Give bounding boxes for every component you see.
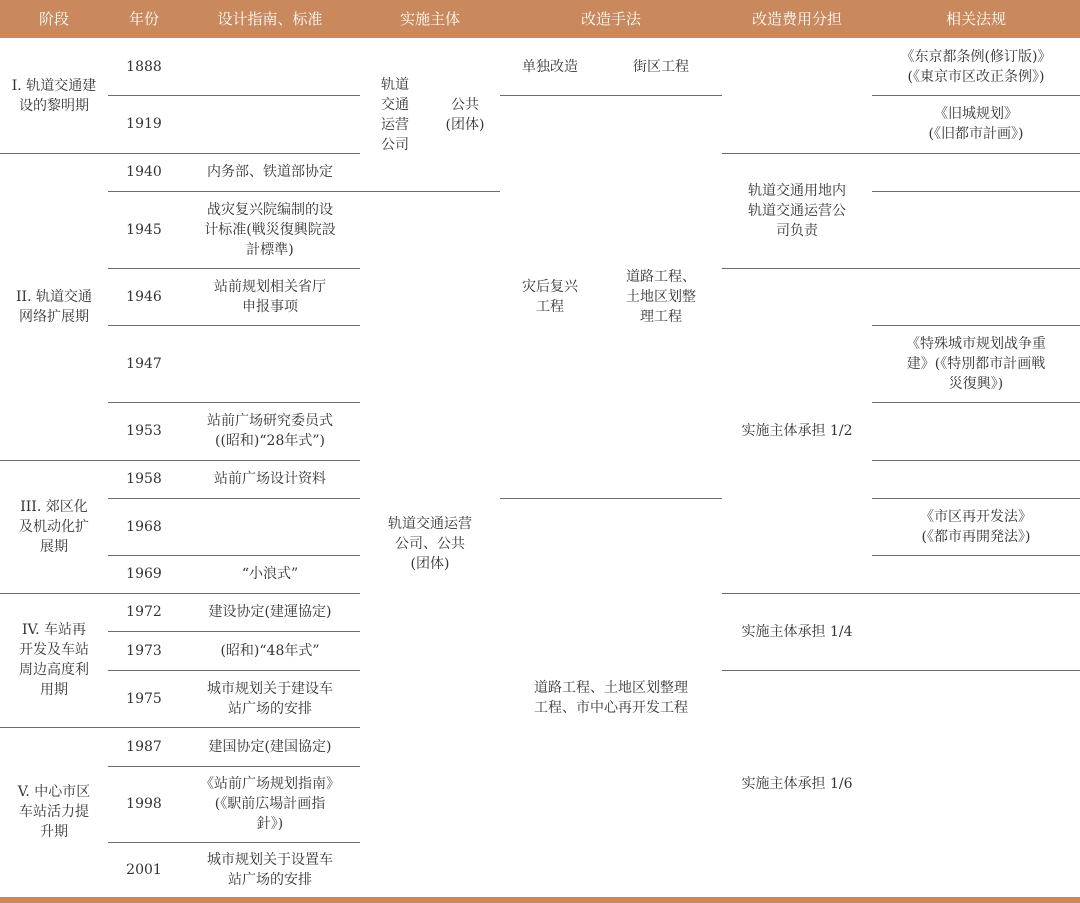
body-2-line: 公司、公共 [395,536,465,552]
year-1968: 1968 [126,518,162,535]
year-1945: 1945 [126,221,162,238]
year-1919: 1919 [126,116,162,132]
header-method: 改造手法 [580,10,641,28]
guide-1946-line: 站前规划相关省厅 [214,278,326,295]
year-1969: 1969 [126,566,162,582]
law-3-line: 《特殊城市规划战争重 [906,335,1046,352]
year-1987: 1987 [126,738,162,755]
row-divider [872,402,1080,403]
stage-1 [0,38,108,153]
year-2001: 2001 [126,861,162,878]
row-divider [872,268,1080,269]
row-divider [872,555,1080,556]
guide-1945 [180,191,360,268]
stage-2 [0,153,108,460]
guide-1998-line: 針》) [256,816,284,832]
method-2-road-line: 道路工程、 [626,268,696,285]
law-2-line: 《旧城规划》 [934,106,1018,122]
method-3 [500,498,722,897]
law-2 [872,95,1080,153]
guide-1953 [180,402,360,460]
header-cost: 改造费用分担 [751,10,842,28]
guide-1945-line: 战灾复兴院编制的设 [207,201,333,218]
row-divider [872,460,1080,461]
year-1958: 1958 [126,471,162,487]
guide-1998 [180,766,360,842]
cost-4: 实施主体承担 1/6 [741,775,853,792]
row-divider [872,593,1080,594]
body-1-operator-line: 轨道 [381,76,409,93]
method-2-reconstruction [500,95,600,498]
guide-2001 [180,842,360,897]
guide-1987 [180,727,360,766]
law-3-line: 災復興》) [948,375,1004,392]
guide-1972 [180,593,360,631]
header-guide: 设计指南、标准 [217,10,323,28]
table-header [0,0,1080,38]
guide-1945-line: 計標準) [246,241,294,258]
year-1973: 1973 [126,642,162,659]
guide-1940 [180,153,360,191]
header-body: 实施主体 [399,10,460,28]
year-1888: 1888 [126,58,162,75]
table-bottom-bar [0,897,1080,903]
guide-1975-line: 站广场的安排 [228,700,312,717]
cost-2: 实施主体承担 1/2 [741,422,853,439]
method-2-road-line: 土地区划整 [626,288,696,305]
guide-1953-line: ((昭和)“28年式”) [215,433,325,449]
law-3 [872,325,1080,402]
body-1-public [430,38,500,191]
stage-2-line: II. 轨道交通 [16,288,92,305]
stage-4-line: 周边高度利 [19,662,89,678]
method-1-block: 街区工程 [633,58,689,75]
stage-3-line: III. 郊区化 [20,498,88,515]
law-3-line: 建》(《特別都市計画戦 [906,355,1046,372]
law-4-line: 《市区再开发法》 [920,508,1032,525]
stage-4-line: IV. 车站再 [21,622,87,638]
guide-1969 [180,555,360,593]
method-3-line: 工程、市中心再开发工程 [534,699,688,716]
stage-3 [0,460,108,593]
stage-5 [0,727,108,897]
year-1947: 1947 [126,355,162,372]
body-1-operator [370,38,420,191]
guide-1946 [180,268,360,325]
stage-2-line: 网络扩展期 [19,308,89,325]
guide-1946-line: 申报事项 [242,298,298,315]
stage-5-line: 车站活力提 [18,804,89,820]
body-1-operator-line: 运营 [381,116,409,133]
year-1998: 1998 [126,796,162,812]
guide-1940-line: 内务部、铁道部协定 [207,164,333,180]
row-divider [872,670,1080,671]
cost-1-line: 轨道交通运营公 [748,202,846,219]
header-law: 相关法规 [945,10,1006,28]
header-year: 年份 [128,10,159,28]
body-1-operator-line: 公司 [381,136,409,153]
body-1-operator-line: 交通 [381,96,409,113]
cost-1 [722,153,872,268]
cost-3: 实施主体承担 1/4 [741,623,853,640]
row-divider [872,153,1080,154]
guide-1973-line: (昭和)“48年式” [220,642,320,659]
guide-1987-line: 建国协定(建国協定) [208,738,332,755]
law-2-line: (《旧都市計画》) [928,126,1024,142]
year-1975: 1975 [126,690,162,707]
method-2-road-line: 理工程 [640,308,682,325]
cost-1-line: 轨道交通用地内 [748,182,846,199]
method-1-independent: 单独改造 [522,58,578,75]
cost-1-line: 司负责 [776,222,818,239]
guide-2001-line: 站广场的安排 [228,871,312,888]
law-4 [872,498,1080,555]
law-1 [872,38,1080,95]
stage-5-line: 升期 [39,824,68,840]
guide-1998-line: (《駅前広場計画指 [214,796,326,812]
body-2-line: 轨道交通运营 [388,516,472,532]
guide-1998-line: 《站前广场规划指南》 [200,776,340,792]
method-2-reconstruction-line: 灾后复兴 [522,278,578,295]
law-4-line: (《都市再開発法》) [921,528,1031,545]
body-2-line: (团体) [410,556,450,572]
guide-1945-line: 计标准(戦災復興院設 [204,221,336,238]
guide-1973 [180,631,360,670]
method-2-reconstruction-line: 工程 [536,298,564,315]
guide-2001-line: 城市规划关于设置车 [207,851,333,868]
guide-1975-line: 城市规划关于建设车 [207,680,333,697]
guide-1972-line: 建设协定(建運協定) [208,604,332,620]
guide-1975 [180,670,360,727]
law-1-line: 《东京都条例(修订版)》 [900,48,1052,65]
guide-1958-line: 站前广场设计资料 [214,471,326,487]
header-stage: 阶段 [38,10,69,28]
body-1-public-line: (团体) [445,116,485,133]
body-2 [360,191,500,897]
stage-3-line: 展期 [40,538,68,555]
stage-1-line: I. 轨道交通建 [11,77,97,94]
year-1940: 1940 [126,164,162,180]
year-1946: 1946 [126,288,162,305]
stage-4-line: 用期 [40,682,68,698]
guide-1969-line: “小浪式” [241,566,299,582]
stage-5-line: V. 中心市区 [17,784,91,800]
stage-4-line: 开发及车站 [19,642,89,658]
stage-1-line: 设的黎明期 [19,97,89,114]
stage-4 [0,593,108,727]
guide-1958 [180,460,360,498]
stage-3-line: 及机动化扩 [19,518,89,535]
method-3-line: 道路工程、土地区划整理 [534,679,688,696]
guide-1953-line: 站前广场研究委员式 [207,413,333,429]
method-2-road [600,95,722,498]
year-1953: 1953 [126,423,162,439]
row-divider [872,191,1080,192]
law-1-line: (《東京市区改正条例》) [907,68,1045,85]
body-1-public-line: 公共 [451,96,479,113]
year-1972: 1972 [126,604,162,620]
